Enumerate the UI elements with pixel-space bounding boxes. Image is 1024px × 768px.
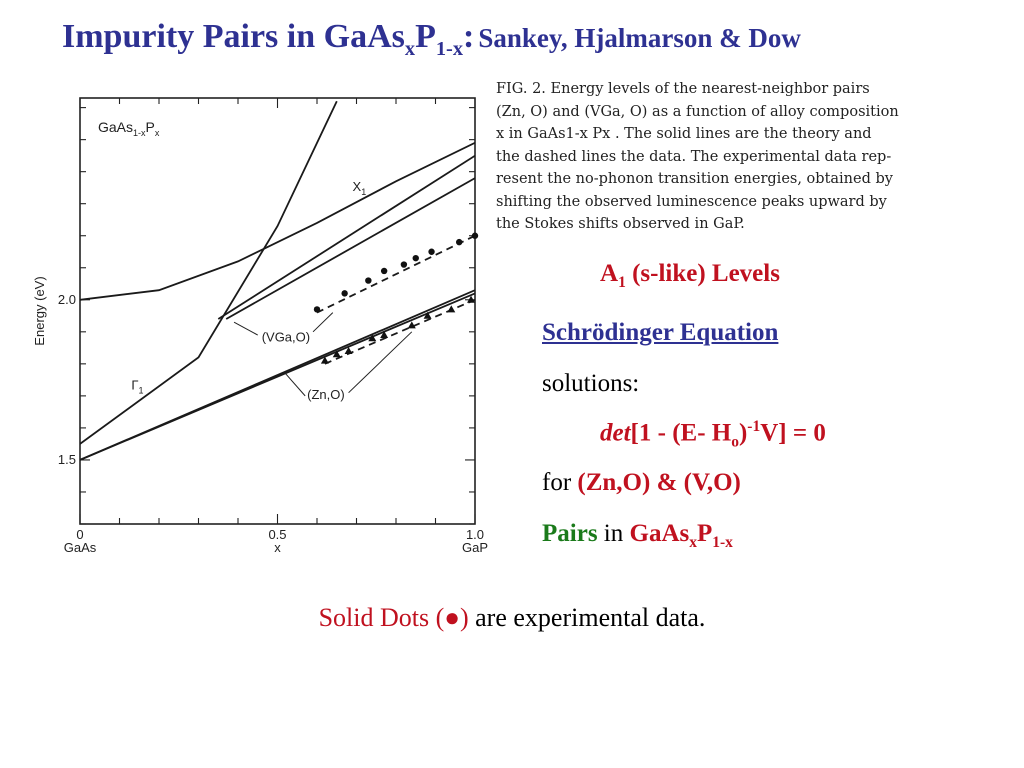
data-dot — [341, 290, 347, 296]
x-tick-label: 1.0 — [465, 527, 485, 542]
curve-label-vgao: (VGa,O) — [261, 329, 311, 345]
x-tick-sublabel: GaAs — [63, 540, 97, 555]
data-dot — [413, 255, 419, 261]
energy-chart — [30, 90, 490, 560]
leader-vgao-data — [313, 313, 333, 332]
for-pairs-line: for (Zn,O) & (V,O) — [542, 469, 741, 496]
a1-heading: $A_1$ (s-like) Levels — [600, 260, 780, 291]
y-tick-label: 1.5 — [57, 451, 76, 467]
series-line-5 — [80, 293, 475, 460]
data-dot — [456, 239, 462, 245]
leader-zno — [285, 373, 305, 395]
inset-label: $GaAs_{1-x}P_x$ — [98, 119, 160, 138]
data-dot — [401, 261, 407, 267]
x-axis-label: x — [274, 540, 281, 555]
leader-vgao — [234, 322, 258, 335]
figure-caption: FIG. 2. Energy levels of the nearest-neighbor pairs (Zn, O) and (VGa, O) as a function of alloy composition x in GaAs1-x Px . The solid lines are the theory and the dashed lines the data. The experimental data rep- resent the no-phonon transition energies, obtained by shifting the observed luminescence peaks upward by the Stokes shifts observed in GaP. — [496, 81, 899, 232]
data-dot — [428, 249, 434, 255]
x-tick-sublabel: GaP — [461, 540, 489, 555]
data-triangle — [447, 305, 455, 312]
footnote-rest: are experimental data. — [468, 603, 706, 632]
pairs-in-alloy-line: Pairs in $GaAs_xP_{1-x}$ — [542, 520, 733, 551]
series-line-1 — [80, 143, 475, 300]
title-authors: Sankey, Hjalmarson & Dow — [478, 23, 801, 53]
x-tick-label: 0.5 — [268, 527, 287, 542]
x-tick-label: 0 — [76, 527, 84, 542]
curve-label-gamma: $\Gamma_1$ — [131, 377, 144, 396]
y-axis-label: Energy (eV) — [32, 276, 47, 346]
footnote — [0, 603, 1024, 633]
footnote-dots-label: Solid Dots (●) — [318, 603, 469, 632]
y-tick-label: 2.0 — [57, 291, 76, 307]
curve-label-x1: $X_1$ — [352, 178, 367, 197]
slide-title — [62, 18, 801, 61]
curve-label-zno: (Zn,O) — [307, 387, 345, 403]
data-dot — [365, 277, 371, 283]
plot-frame — [80, 98, 475, 524]
data-dot — [314, 306, 320, 312]
solutions-label: solutions: — [542, 370, 640, 397]
det-equation: det[1 - (E- $H_o)^{-1}V] = 0$ — [600, 418, 826, 451]
data-dot — [381, 268, 387, 274]
title-main: Impurity Pairs in $GaAs_xP_{1-x}$: — [62, 18, 475, 60]
schrodinger-link[interactable]: Schrödinger Equation — [542, 319, 779, 346]
data-dot — [472, 233, 478, 239]
